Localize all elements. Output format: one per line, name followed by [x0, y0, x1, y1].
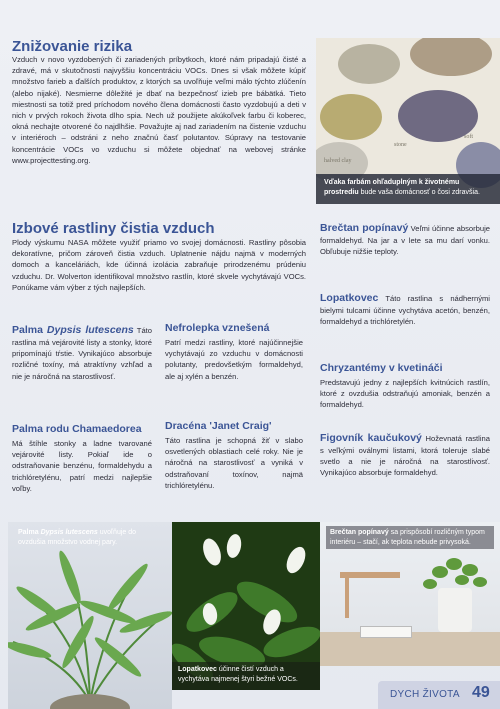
plant-title: Palma rodu Chamaedorea — [12, 423, 142, 435]
plant-body: Táto rastlina je schopná žiť v slabo osvetlených oblastiach celé roky. Nie je náročná na starostlivosť a vyniká v odstraňovaní toxínov, najmä trichlóretylénu. — [165, 436, 303, 490]
plant-entry-dypsis — [12, 324, 152, 382]
plant-title: Palma Dypsis lutescens — [12, 324, 134, 336]
plant-entry-ivy — [320, 222, 490, 257]
ivy-photo — [320, 522, 500, 666]
swatch-tan — [410, 38, 492, 76]
plant-body: Veľmi účinne absorbuje formaldehyd. Na jar a v lete sa mu darí vonku. Obľubuje nižšie teploty. — [320, 224, 491, 257]
plant-entry-chrysanthemum — [320, 362, 490, 411]
paint-photo-caption — [316, 174, 500, 204]
section-plants-body: Plody výskumu NASA môžete využiť priamo vo svojej domácnosti. Rastliny pôsobia dekoratívne, pričom zároveň čistia vzduch. Uplatnenie nájdu najmä v moderných domoch a kanceláriách, kde účinná izolácia zabraňuje prirodzenému prúdeniu vzduchu. Dr. Wolverton identifikoval množstvo rastlín, ktoré skvele vychytávajú VOCs. Ponúkame vám výber z tých najlepších. — [12, 238, 306, 292]
swatch-label: stone — [394, 142, 407, 148]
plant-body: Táto rastlina má vejárovité listy a stonky, ktoré pripomínajú tŕstie. Vynikajúco absorbuje rozličné toxíny, má atraktívny vzhľad a nie je náročná na starostlivosť. — [12, 326, 153, 381]
swatch-olive — [320, 94, 382, 140]
plant-entry-ficus — [320, 432, 490, 479]
plant-body: Má štíhle stonky a ladne tvarované vejárovité listy. Pokiaľ ide o odstraňovanie benzénu, formaldehydu a trichlóretylénu, patrí medzi najlepšie voľby. — [12, 439, 152, 493]
section-risk-title: Znižovanie rizika — [12, 38, 133, 55]
plant-body: Predstavujú jedny z najlepších kvitnúcich rastlín, ktoré z ovzdušia odstraňujú amoniak, benzén a formaldehyd. — [320, 378, 490, 410]
plant-entry-chamaedorea — [12, 423, 152, 494]
section-plants-title: Izbové rastliny čistia vzduch — [12, 220, 215, 237]
paint-swatches-photo — [316, 38, 500, 204]
plant-body: Patrí medzi rastliny, ktoré najúčinnejšie vychytávajú zo vzduchu v domácnosti polutanty, predovšetkým formaldehyd, ale aj xylén a benzén. — [165, 338, 303, 381]
plant-entry-text — [12, 324, 152, 382]
page-footer — [378, 681, 500, 709]
plant-body: Hoževnatá rastlina s veľkými oválnymi listami, ktorá toleruje slabé svetlo a nie je náročná na starostlivosť. Vynikajúco absorbuje formaldehyd. — [320, 434, 490, 478]
plant-body: Táto rastlina s nádhernými bielymi tulcami účinne vychytáva acetón, benzén, formaldehyd a trichlóretylén. — [320, 294, 490, 327]
plant-title: Brečtan popínavý — [320, 222, 409, 234]
plant-title: Nefrolepka vznešená — [165, 322, 270, 334]
page-number: 49 — [472, 684, 490, 701]
palm-illustration — [8, 522, 172, 709]
peace-lily-caption: Lopatkovec účinne čistí vzduch a vychytáva najmenej štyri bežné VOCs. — [172, 662, 320, 690]
section-risk-body: Vzduch v novo vyzdobených či zariadených príbytkoch, ktoré nám pripadajú čisté a zdravé, má v skutočnosti najvyššiu koncentráciu VOCs. Dnes si však môžete kúpiť množstvo farieb a ďalších produktov, z ktorých sa uvoľňuje veľmi málo týchto zlúčenín (alebo nijaké). Nesmierne dôležité je dbať na bezpečnosť izieb pre bábätká. Tieto miestnosti sa totiž pred príchodom nového člena domácnosti často vyzdobujú a deti v nich v prvých rokoch života dlho spia. Nech už použijete akúkoľvek farbu či koberec, okná nechajte otvorené čo najdlhšie. Považujte aj nad zariadením na čistenie vzduchu v interiéroch – odstráni z neho značnú časť polutantov. Súpravy na testovanie koncentrácie VOCs vo vzduchu si môžete objednať na webovej stránke www.projecttesting.org. — [12, 55, 306, 165]
swatch-grey — [338, 44, 400, 84]
palm-photo-caption: Palma Dypsis lutescens uvoľňuje do ovzdušia množstvo vodnej pary. — [18, 529, 137, 546]
caption-bold: Vďaka farbám ohľaduplným k životnému prostrediu — [324, 179, 460, 196]
ivy-photo-caption: Brečtan popínavý sa prispôsobí rozličným typom interiéru – stačí, ak teplota nebude privysoká. — [326, 526, 494, 549]
plant-title: Figovník kaučukový — [320, 432, 422, 444]
plant-title: Lopatkovec — [320, 292, 379, 304]
palm-photo — [8, 522, 172, 709]
section-name: DYCH ŽIVOTA — [390, 689, 460, 700]
plant-entry-spathiphyllum — [320, 292, 490, 327]
swatch-label: halved clay — [324, 158, 352, 164]
plant-title: Dracéna 'Janet Craig' — [165, 420, 272, 432]
caption-text: bude vaša domácnosť o čosi zdravšia. — [358, 188, 480, 196]
plant-entry-nephrolepis — [165, 322, 303, 382]
swatch-label: soft — [464, 134, 473, 140]
plant-entry-dracaena — [165, 420, 303, 491]
peace-lily-photo — [172, 522, 320, 690]
plant-title: Chryzantémy v kvetináči — [320, 362, 443, 374]
